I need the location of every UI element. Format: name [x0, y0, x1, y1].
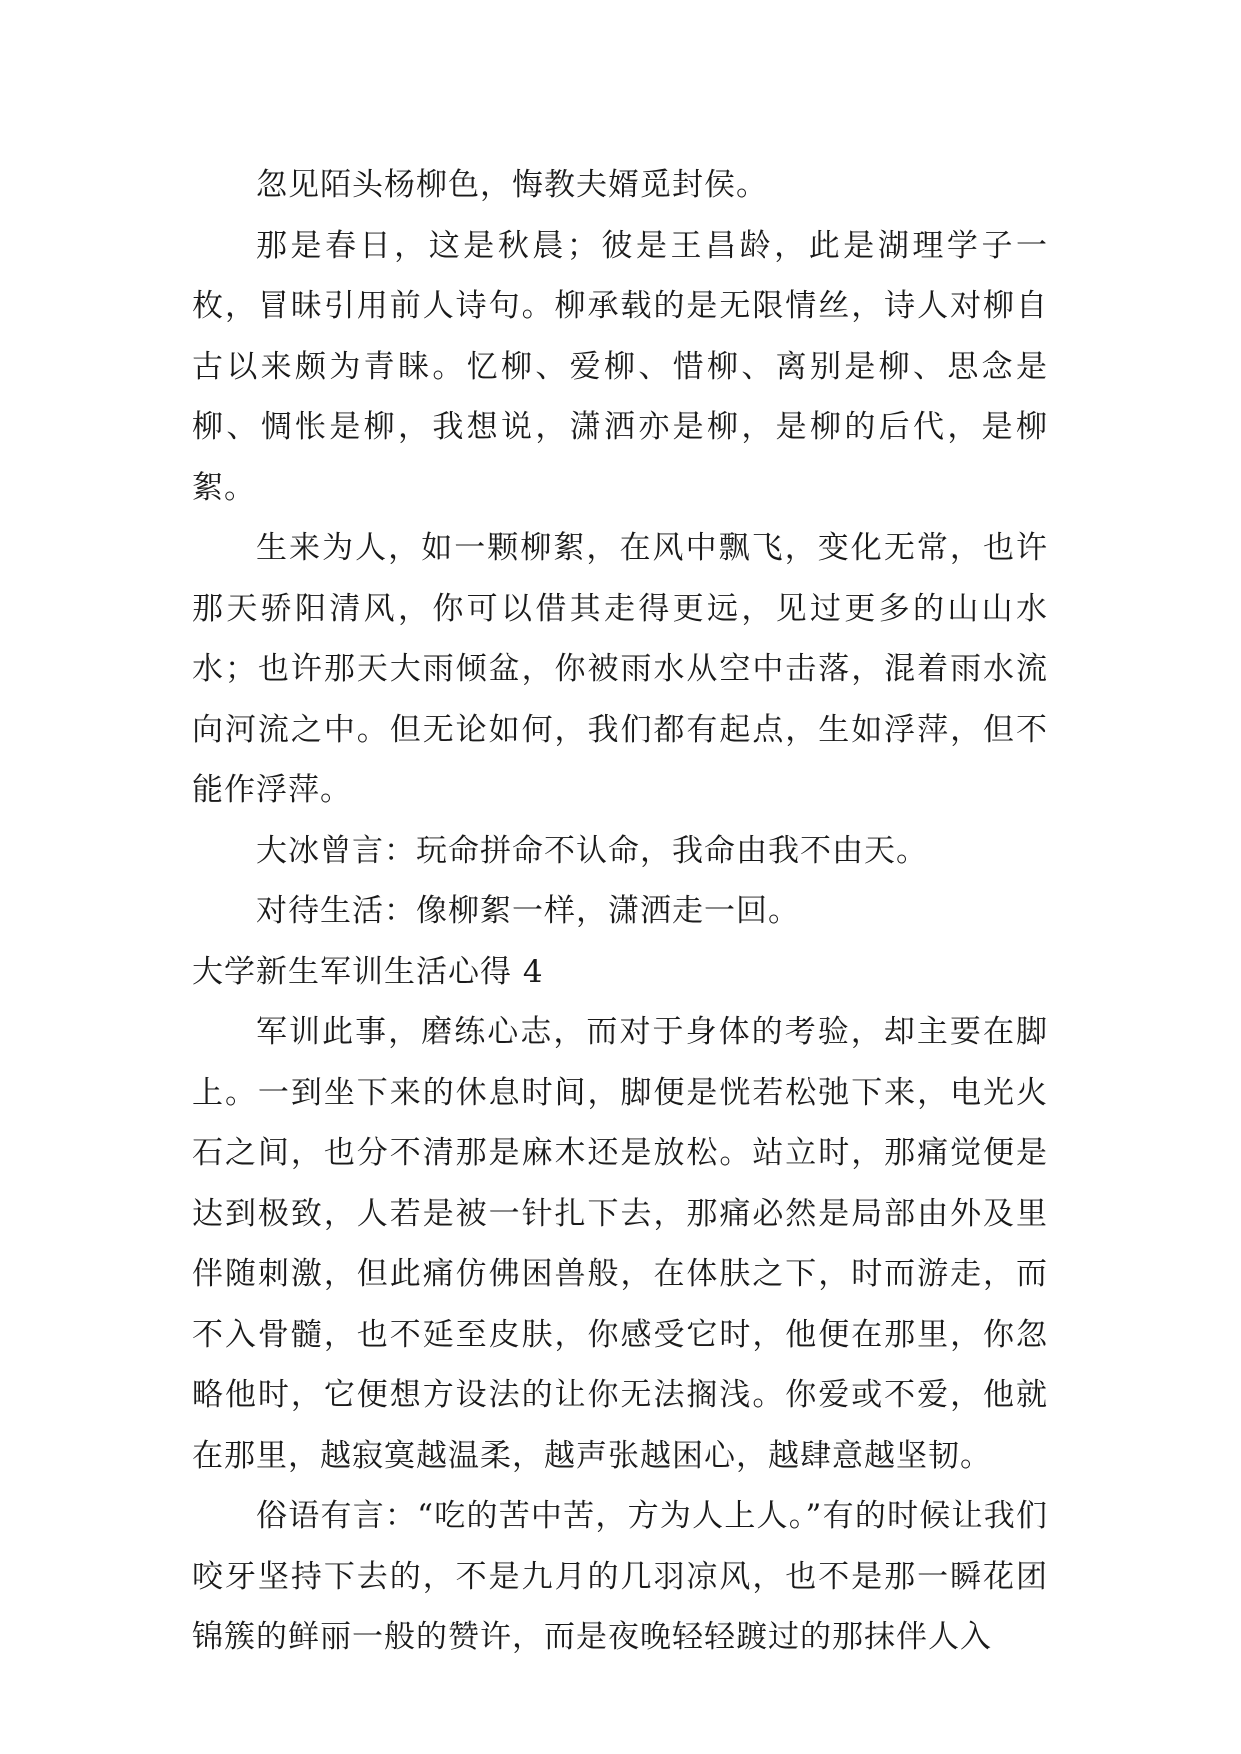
paragraph: 对待生活：像柳絮一样，潇洒走一回。: [256, 893, 800, 929]
paragraph: 大冰曾言：玩命拼命不认命，我命由我不由天。: [256, 832, 928, 869]
section-heading: 大学新生军训生活心得 4: [192, 953, 544, 990]
paragraph: 俗语有言：“吃的苦中苦，方为人上人。”有的时候让我们咬牙坚持下去的，不是九月的几羽凉风，也不是那一瞬花团锦簇的鲜丽一般的赞许，而是夜晚轻轻踱过的那抹伴人入: [192, 1498, 1048, 1655]
paragraph: 生来为人，如一颗柳絮，在风中飘飞，变化无常，也许那天骄阳清风，你可以借其走得更远，见过更多的山山水水；也许那天大雨倾盆，你被雨水从空中击落，混着雨水流向河流之中。但无论如何，我们都有起点，生如浮萍，但不能作浮萍。: [192, 530, 1048, 808]
paragraph: 忽见陌头杨柳色，悔教夫婿觅封侯。: [256, 167, 768, 203]
paragraph: 军训此事，磨练心志，而对于身体的考验，却主要在脚上。一到坐下来的休息时间，脚便是恍若松弛下来，电光火石之间，也分不清那是麻木还是放松。站立时，那痛觉便是达到极致，人若是被一针扎下去，那痛必然是局部由外及里伴随刺激，但此痛仿佛困兽般，在体肤之下，时而游走，而不入骨髓，也不延至皮肤，你感受它时，他便在那里，你忽略他时，它便想方设法的让你无法搁浅。你爱或不爱，他就在那里，越寂寞越温柔，越声张越困心，越肆意越坚韧。: [192, 1014, 1048, 1474]
document-body: [192, 155, 1048, 1668]
paragraph: 那是春日，这是秋晨；彼是王昌龄，此是湖理学子一枚，冒昧引用前人诗句。柳承载的是无限情丝，诗人对柳自古以来颇为青睐。忆柳、爱柳、惜柳、离别是柳、思念是柳、惆怅是柳，我想说，潇洒亦是柳，是柳的后代，是柳絮。: [192, 227, 1048, 506]
